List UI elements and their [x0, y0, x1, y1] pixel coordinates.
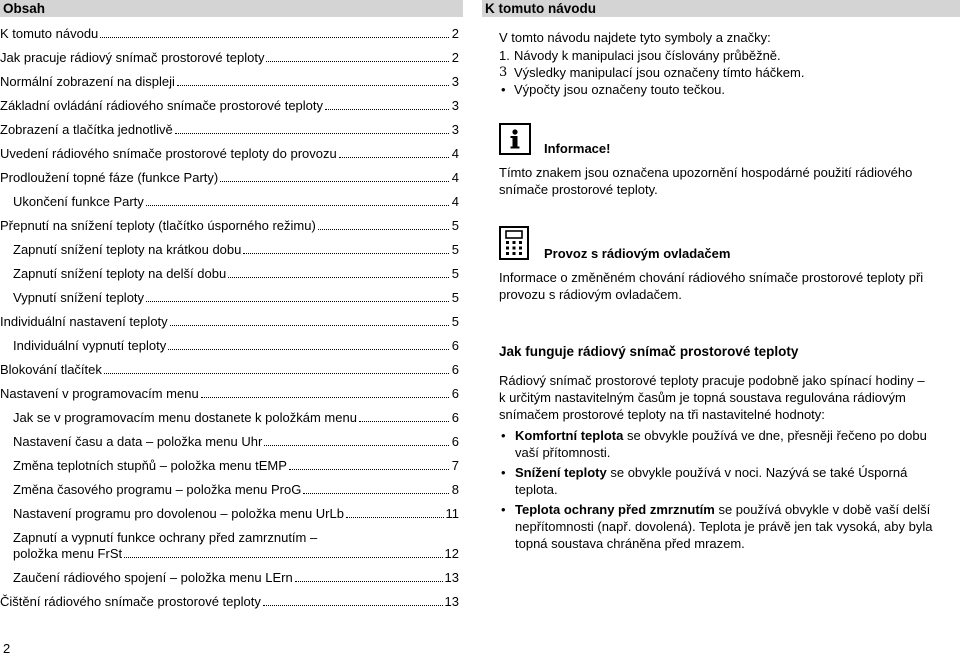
toc-entry-title: Individuální vypnutí teploty [13, 338, 167, 353]
toc-page-number: 6 [451, 434, 459, 449]
toc-leader [124, 546, 442, 558]
toc-entry-title: Přepnutí na snížení teploty (tlačítko úsporného režimu) [0, 218, 316, 233]
symbol-marker-number: 1. [499, 48, 510, 63]
symbol-text-check: Výsledky manipulací jsou označeny tímto háčkem. [514, 65, 805, 80]
toc-entry-title: Zobrazení a tlačítka jednotlivě [0, 122, 173, 137]
toc-entry-title: Zapnutí snížení teploty na delší dobu [13, 266, 227, 281]
how-body-line-3: snímačem prostorové teploty na tři nastavitelné hodnoty: [499, 407, 825, 422]
toc-entry-title: Ukončení funkce Party [13, 194, 144, 209]
toc-entry[interactable] [0, 26, 459, 42]
toc-entry-title: Blokování tlačítek [0, 362, 102, 377]
toc-entry-title: Zaučení rádiového spojení – položka menu LErn [13, 570, 293, 585]
toc-leader [220, 170, 449, 182]
toc-leader [303, 482, 449, 494]
toc-entry-title: Uvedení rádiového snímače prostorové teploty do provozu [0, 146, 337, 161]
symbol-text-bullet: Výpočty jsou označeny touto tečkou. [514, 82, 726, 97]
bullet-marker: • [501, 502, 506, 517]
radio-remote-icon [499, 226, 529, 260]
toc-entry[interactable] [13, 410, 459, 426]
toc-page-number: 8 [451, 482, 459, 497]
toc-leader [266, 50, 449, 62]
toc-entry[interactable] [0, 74, 459, 90]
toc-entry[interactable] [0, 362, 459, 378]
toc-page-number: 12 [444, 546, 459, 561]
toc-entry-title: Změna teplotních stupňů – položka menu tEMP [13, 458, 287, 473]
toc-entry-title: Nastavení v programovacím menu [0, 386, 199, 401]
toc-leader [177, 74, 449, 86]
symbol-marker-bullet: • [501, 82, 506, 97]
toc-page-number: 5 [451, 242, 459, 257]
toc-leader [146, 290, 449, 302]
toc-entry-title: Základní ovládání rádiového snímače prostorové teploty [0, 98, 324, 113]
toc-page-number: 7 [451, 458, 459, 473]
toc-entry[interactable] [13, 506, 459, 522]
radio-title: Provoz s rádiovým ovladačem [544, 246, 731, 261]
toc-page-number: 4 [451, 170, 459, 185]
toc-entry-title: Zapnutí a vypnutí funkce ochrany před zamrznutím – [13, 530, 318, 545]
toc-entry[interactable] [13, 266, 459, 282]
radio-body-line-1: Informace o změněném chování rádiového snímače prostorové teploty při [499, 270, 924, 285]
toc-entry[interactable] [13, 242, 459, 258]
toc-column [0, 0, 463, 609]
bullet-marker: • [501, 428, 506, 443]
toc-entry[interactable] [0, 314, 459, 330]
toc-leader [325, 98, 449, 110]
toc-page-number: 3 [451, 122, 459, 137]
toc-page-number: 6 [451, 410, 459, 425]
how-body-line-1: Rádiový snímač prostorové teploty pracuje podobně jako spínací hodiny – [499, 373, 925, 388]
how-it-works-heading: Jak funguje rádiový snímač prostorové teploty [499, 344, 799, 359]
toc-page-number: 4 [451, 194, 459, 209]
page-number: 2 [3, 641, 11, 656]
toc-leader [175, 122, 449, 134]
about-manual-column [482, 0, 960, 551]
toc-page-number: 6 [451, 386, 459, 401]
toc-entry-title: Individuální nastavení teploty [0, 314, 168, 329]
bullet-setback-line-2: teplota. [515, 482, 558, 497]
toc-leader [100, 26, 449, 38]
toc-leader [318, 218, 449, 230]
toc-leader [228, 266, 449, 278]
toc-entry-title: Jak se v programovacím menu dostanete k položkám menu [13, 410, 357, 425]
toc-leader [359, 410, 449, 422]
bullet-comfort: Komfortní teplota se obvykle používá ve dne, přesněji řečeno po dobu [515, 428, 927, 443]
toc-page-number: 2 [451, 50, 459, 65]
how-body-line-2: k určitým nastavitelným časům je topná soustava regulována rádiovým [499, 390, 906, 405]
toc-leader [339, 146, 449, 158]
symbol-marker-check: 3 [499, 65, 508, 80]
toc-heading: Obsah [0, 0, 463, 17]
toc-entry-title: Prodloužení topné fáze (funkce Party) [0, 170, 219, 185]
toc-entry-title: Normální zobrazení na displeji [0, 74, 175, 89]
toc-entry[interactable] [13, 458, 459, 474]
radio-body-line-2: provozu s rádiovým ovladačem. [499, 287, 682, 302]
toc-entry[interactable] [13, 570, 459, 586]
toc-entry-title-cont: položka menu FrSt [13, 546, 123, 561]
bullet-frost-line-2: nepřítomnosti (např. dovolená). Teplota je právě jen tak vysoká, aby byla [515, 519, 933, 534]
toc-entry-title: Nastavení času a data – položka menu Uhr [13, 434, 263, 449]
bullet-comfort-line-2: vaší přítomnosti. [515, 445, 611, 460]
toc-entry[interactable] [13, 338, 459, 354]
toc-page-number: 5 [451, 290, 459, 305]
toc-entry-title: Čištění rádiového snímače prostorové teploty [0, 594, 261, 609]
toc-entry-title: Vypnutí snížení teploty [13, 290, 145, 305]
toc-page-number: 4 [451, 146, 459, 161]
toc-entry[interactable] [13, 194, 459, 210]
toc-page-number: 3 [451, 74, 459, 89]
toc-page-number: 5 [451, 266, 459, 281]
toc-entry-title: Jak pracuje rádiový snímač prostorové teploty [0, 50, 265, 65]
toc-leader [168, 338, 449, 350]
about-manual-heading: K tomuto návodu [482, 0, 960, 17]
info-title: Informace! [544, 141, 611, 156]
toc-entry[interactable] [13, 290, 459, 306]
toc-leader [289, 458, 449, 470]
bullet-frost-line-3: topná soustava chráněna před mrazem. [515, 536, 745, 551]
toc-leader [263, 594, 443, 606]
toc-leader [201, 386, 449, 398]
toc-leader [243, 242, 449, 254]
toc-entry[interactable] [13, 482, 459, 498]
toc-leader [104, 362, 449, 374]
toc-page-number: 11 [445, 506, 459, 521]
toc-entry-title: Zapnutí snížení teploty na krátkou dobu [13, 242, 242, 257]
symbols-intro: V tomto návodu najdete tyto symboly a značky: [499, 30, 771, 45]
toc-leader [264, 434, 449, 446]
toc-entry-title: K tomuto návodu [0, 26, 99, 41]
toc-page-number: 2 [451, 26, 459, 41]
toc-page-number: 13 [444, 570, 459, 585]
toc-entry[interactable] [0, 386, 459, 402]
toc-entry[interactable] [13, 530, 459, 562]
toc-leader [346, 506, 444, 518]
toc-entry[interactable] [0, 218, 459, 234]
toc-entry-title: Změna časového programu – položka menu ProG [13, 482, 302, 497]
symbol-text-number: Návody k manipulaci jsou číslovány průběžně. [514, 48, 781, 63]
toc-page-number: 5 [451, 314, 459, 329]
toc-leader [170, 314, 449, 326]
bullet-marker: • [501, 465, 506, 480]
toc-leader [146, 194, 449, 206]
toc-leader [295, 570, 443, 582]
info-body-line-1: Tímto znakem jsou označena upozornění hospodárné použití rádiového [499, 165, 913, 180]
bullet-frost: Teplota ochrany před zmrznutím se používá obvykle v době vaší delší [515, 502, 931, 517]
toc-entry[interactable] [0, 594, 459, 610]
toc-entry[interactable] [0, 98, 459, 114]
toc-entry[interactable] [0, 122, 459, 138]
toc-entry[interactable] [0, 170, 459, 186]
toc-entry-title: Nastavení programu pro dovolenou – položka menu UrLb [13, 506, 344, 521]
info-body-line-2: snímače prostorové teploty. [499, 182, 658, 197]
toc-entry[interactable] [13, 434, 459, 450]
toc-entry[interactable] [0, 50, 459, 66]
info-icon [499, 123, 531, 155]
toc-entry[interactable] [0, 146, 459, 162]
toc-page-number: 5 [451, 218, 459, 233]
toc-page-number: 3 [451, 98, 459, 113]
bullet-setback: Snížení teploty se obvykle používá v noci. Nazývá se také Úsporná [515, 465, 908, 480]
toc-page-number: 13 [444, 594, 459, 609]
toc-page-number: 6 [451, 338, 459, 353]
toc-page-number: 6 [451, 362, 459, 377]
